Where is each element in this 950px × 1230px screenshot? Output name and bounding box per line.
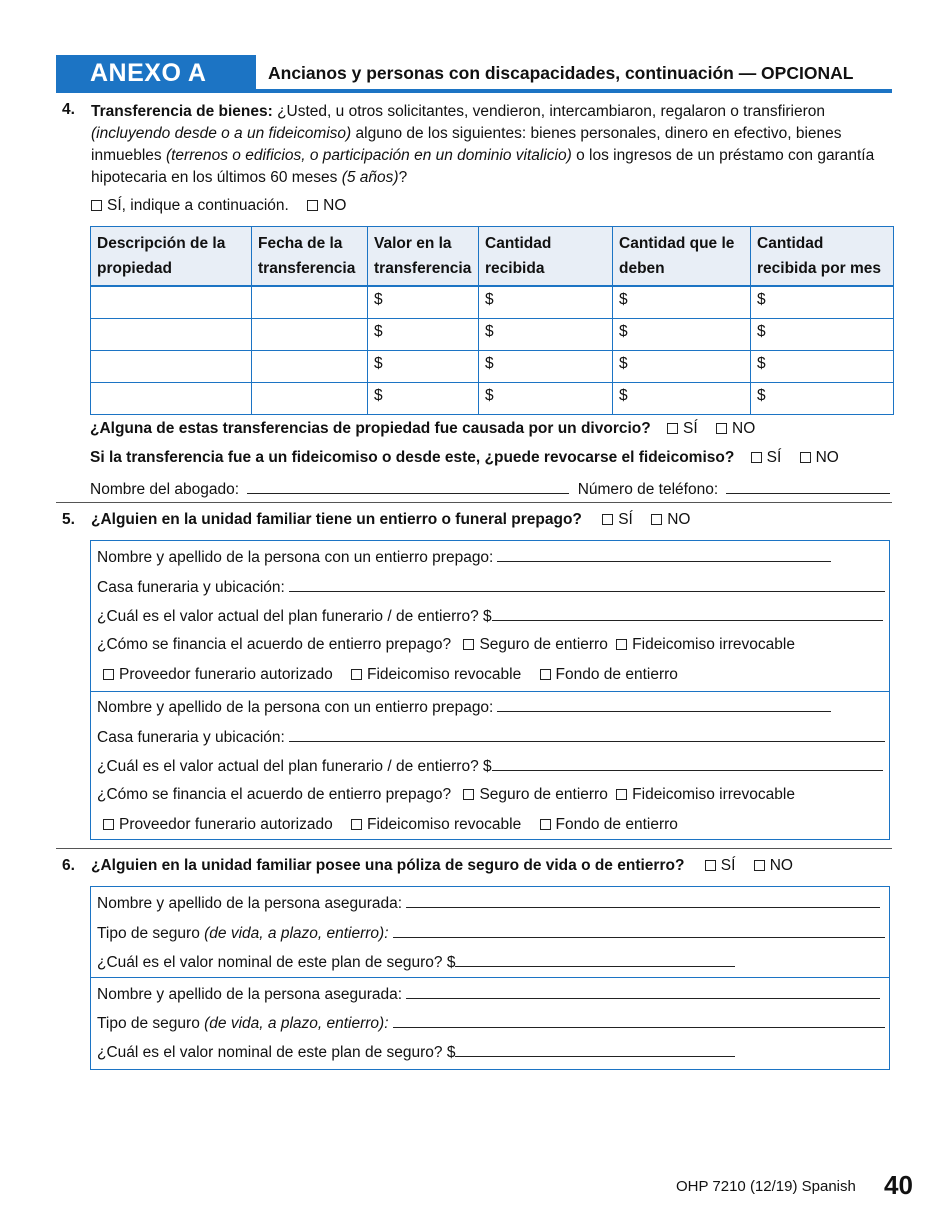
checkbox-icon[interactable]: [307, 200, 318, 211]
table-row: [91, 351, 894, 383]
checkbox-icon[interactable]: [351, 669, 362, 680]
col-header-description: Descripción de la propiedad: [91, 227, 252, 287]
opt-burial-insurance[interactable]: Seguro de entierro: [463, 786, 607, 803]
table-cell-input[interactable]: $: [613, 351, 751, 383]
q5-yes-option[interactable]: SÍ: [602, 511, 633, 528]
checkbox-icon[interactable]: [540, 669, 551, 680]
burial-name-row: Nombre y apellido de la persona con un entierro prepago:: [97, 698, 831, 717]
burial-value-row: ¿Cuál es el valor actual del plan funerario / de entierro? $: [97, 607, 883, 626]
question-5-text: ¿Alguien en la unidad familiar tiene un entierro o funeral prepago?: [91, 511, 582, 528]
table-cell-input[interactable]: $: [479, 319, 613, 351]
question-6-text: ¿Alguien en la unidad familiar posee una póliza de seguro de vida o de entierro?: [91, 857, 685, 874]
q6-no-option[interactable]: NO: [754, 857, 793, 874]
section-title: Ancianos y personas con discapacidades, continuación — OPCIONAL: [268, 63, 854, 83]
q5-no-option[interactable]: NO: [651, 511, 690, 528]
funeral-home-input[interactable]: [289, 578, 885, 592]
burial-value-input[interactable]: [492, 607, 883, 621]
page-number: 40: [884, 1170, 913, 1200]
face-value-input[interactable]: [455, 1043, 735, 1057]
table-cell-input[interactable]: [91, 351, 252, 383]
face-value-row: ¿Cuál es el valor nominal de este plan de seguro? $: [97, 953, 735, 972]
burial-value-input[interactable]: [492, 757, 883, 771]
divorce-question-row: [90, 420, 755, 438]
checkbox-icon[interactable]: [616, 639, 627, 650]
face-value-row: ¿Cuál es el valor nominal de este plan de seguro? $: [97, 1043, 735, 1062]
checkbox-icon[interactable]: [754, 860, 765, 871]
table-cell-input[interactable]: $: [479, 383, 613, 415]
attorney-input[interactable]: [247, 480, 569, 494]
funeral-home-input[interactable]: [289, 728, 885, 742]
divider: [56, 502, 892, 503]
checkbox-icon[interactable]: [705, 860, 716, 871]
table-cell-input[interactable]: [252, 383, 368, 415]
table-cell-input[interactable]: $: [613, 319, 751, 351]
phone-label: Número de teléfono:: [577, 481, 719, 498]
table-cell-input[interactable]: $: [368, 286, 479, 319]
question-number-4: 4.: [62, 101, 75, 118]
col-header-owed: Cantidad que le deben: [613, 227, 751, 287]
table-header-row: [91, 227, 894, 287]
burial-name-input[interactable]: [497, 698, 831, 712]
burial-funding-row: ¿Cómo se financia el acuerdo de entierro prepago? Seguro de entierro Fideicomiso irrevocable: [97, 786, 795, 803]
burial-name-input[interactable]: [497, 548, 831, 562]
insured-name-input[interactable]: [406, 985, 880, 999]
checkbox-icon[interactable]: [540, 819, 551, 830]
trust-no-option[interactable]: NO: [800, 449, 839, 466]
checkbox-icon[interactable]: [463, 789, 474, 800]
box-divider: [91, 691, 889, 692]
checkbox-icon[interactable]: [463, 639, 474, 650]
burial-funding-row: ¿Cómo se financia el acuerdo de entierro prepago? Seguro de entierro Fideicomiso irrevocable: [97, 636, 795, 653]
table-cell-input[interactable]: $: [368, 351, 479, 383]
section-header: [56, 55, 892, 93]
checkbox-icon[interactable]: [800, 452, 811, 463]
prepaid-burial-box: [90, 540, 890, 840]
transfer-table: [90, 226, 894, 415]
table-cell-input[interactable]: [91, 319, 252, 351]
funeral-home-row: Casa funeraria y ubicación:: [97, 728, 885, 747]
question-number-5: 5.: [62, 511, 75, 528]
opt-burial-fund[interactable]: Fondo de entierro: [540, 666, 678, 683]
checkbox-icon[interactable]: [716, 423, 727, 434]
checkbox-icon[interactable]: [103, 819, 114, 830]
attorney-label: Nombre del abogado:: [90, 481, 240, 498]
table-cell-input[interactable]: $: [479, 351, 613, 383]
table-cell-input[interactable]: $: [613, 383, 751, 415]
insurance-type-row: Tipo de seguro (de vida, a plazo, entierro):: [97, 1014, 885, 1033]
trust-question-row: [90, 449, 839, 467]
table-cell-input[interactable]: $: [479, 286, 613, 319]
table-cell-input[interactable]: $: [368, 383, 479, 415]
table-cell-input[interactable]: [252, 319, 368, 351]
opt-funeral-provider[interactable]: Proveedor funerario autorizado: [103, 816, 333, 833]
divider: [56, 848, 892, 849]
attorney-row: [90, 480, 890, 499]
opt-revocable-trust[interactable]: Fideicomiso revocable: [351, 816, 521, 833]
question-number-6: 6.: [62, 857, 75, 874]
burial-value-row: ¿Cuál es el valor actual del plan funerario / de entierro? $: [97, 757, 883, 776]
trust-question: Si la transferencia fue a un fideicomiso o desde este, ¿puede revocarse el fideicomiso?: [90, 449, 735, 466]
trust-yes-option[interactable]: SÍ: [751, 449, 782, 466]
life-insurance-box: [90, 886, 890, 1070]
divorce-yes-option[interactable]: SÍ: [667, 420, 698, 437]
funeral-home-row: Casa funeraria y ubicación:: [97, 578, 885, 597]
divorce-no-option[interactable]: NO: [716, 420, 755, 437]
insured-name-input[interactable]: [406, 894, 880, 908]
col-header-date: Fecha de la transferencia: [252, 227, 368, 287]
question-5-row: [91, 511, 690, 529]
q6-yes-option[interactable]: SÍ: [705, 857, 736, 874]
burial-funding-row-2: [103, 816, 678, 834]
table-cell-input[interactable]: [252, 351, 368, 383]
question-6-row: [91, 857, 793, 875]
annex-tag: ANEXO A: [56, 55, 256, 89]
checkbox-icon[interactable]: [651, 514, 662, 525]
question-4-options: [91, 197, 346, 215]
table-cell-input[interactable]: [91, 286, 252, 319]
insurance-type-input[interactable]: [393, 924, 885, 938]
table-row: [91, 383, 894, 415]
opt-irrevocable-trust[interactable]: Fideicomiso irrevocable: [616, 786, 795, 803]
table-cell-input[interactable]: $: [751, 286, 894, 319]
question-4-lead: Transferencia de bienes:: [91, 103, 273, 120]
form-code: OHP 7210 (12/19) Spanish: [676, 1178, 856, 1195]
table-row: [91, 286, 894, 319]
checkbox-icon[interactable]: [616, 789, 627, 800]
table-cell-input[interactable]: $: [751, 319, 894, 351]
burial-name-row: Nombre y apellido de la persona con un entierro prepago:: [97, 548, 831, 567]
checkbox-icon[interactable]: [91, 200, 102, 211]
table-cell-input[interactable]: $: [368, 319, 479, 351]
insured-name-row: Nombre y apellido de la persona asegurada:: [97, 894, 880, 913]
opt-revocable-trust[interactable]: Fideicomiso revocable: [351, 666, 521, 683]
checkbox-icon[interactable]: [351, 819, 362, 830]
insurance-type-row: Tipo de seguro (de vida, a plazo, entierro):: [97, 924, 885, 943]
checkbox-icon[interactable]: [103, 669, 114, 680]
q4-yes-option[interactable]: SÍ, indique a continuación.: [91, 197, 289, 214]
col-header-received: Cantidad recibida: [479, 227, 613, 287]
box-divider: [91, 977, 889, 978]
question-4-text: Transferencia de bienes: ¿Usted, u otros solicitantes, vendieron, intercambiaron, regalaron o transfirieron (incluyendo desde o a un fideicomiso) alguno de los siguientes: bienes personales, dinero en efectivo, bienes inmuebles (terrenos o edificios, o participación en un dominio vitalicio) o los ingresos de un préstamo con garantía hipotecaria en los últimos 60 meses (5 años)?: [91, 103, 875, 186]
col-header-monthly: Cantidad recibida por mes: [751, 227, 894, 287]
table-cell-input[interactable]: [91, 383, 252, 415]
opt-burial-insurance[interactable]: Seguro de entierro: [463, 636, 607, 653]
table-cell-input[interactable]: $: [751, 383, 894, 415]
table-cell-input[interactable]: $: [751, 351, 894, 383]
table-cell-input[interactable]: $: [613, 286, 751, 319]
checkbox-icon[interactable]: [751, 452, 762, 463]
insured-name-row: Nombre y apellido de la persona asegurada:: [97, 985, 880, 1004]
face-value-input[interactable]: [455, 953, 735, 967]
divorce-question: ¿Alguna de estas transferencias de propiedad fue causada por un divorcio?: [90, 420, 651, 437]
table-cell-input[interactable]: [252, 286, 368, 319]
checkbox-icon[interactable]: [667, 423, 678, 434]
checkbox-icon[interactable]: [602, 514, 613, 525]
table-row: [91, 319, 894, 351]
insurance-type-input[interactable]: [393, 1014, 885, 1028]
opt-burial-fund[interactable]: Fondo de entierro: [540, 816, 678, 833]
phone-input[interactable]: [726, 480, 890, 494]
opt-irrevocable-trust[interactable]: Fideicomiso irrevocable: [616, 636, 795, 653]
opt-funeral-provider[interactable]: Proveedor funerario autorizado: [103, 666, 333, 683]
col-header-value: Valor en la transferencia: [368, 227, 479, 287]
burial-funding-row-2: [103, 666, 678, 684]
q4-no-option[interactable]: NO: [307, 197, 346, 214]
